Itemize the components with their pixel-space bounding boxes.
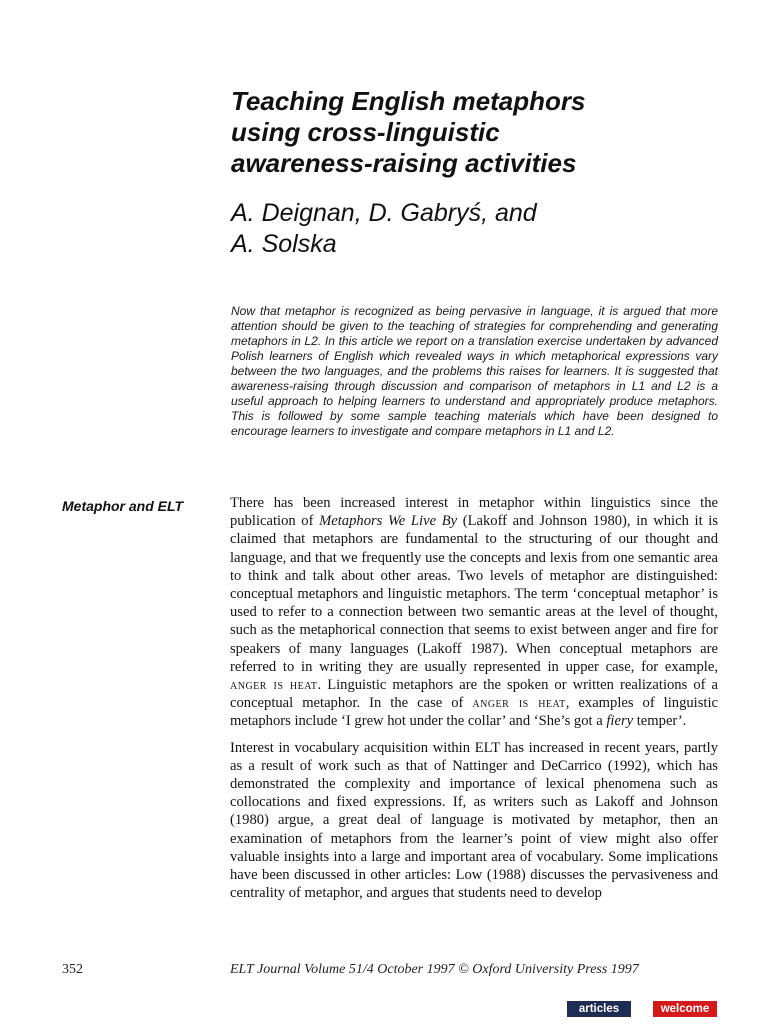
title-line-3: awareness-raising activities: [231, 148, 577, 178]
article-title: [231, 86, 731, 179]
text-run: . Linguistic metaphors are the spoken or written realizations of a conceptual metaphor. In the case of: [230, 677, 719, 712]
title-line-2: using cross-linguistic: [231, 117, 500, 147]
text-run: , examples of linguistic metaphors include ‘I grew hot under the collar’ and ‘She’s got a: [230, 695, 719, 730]
conceptual-metaphor-label: anger is heat: [472, 695, 566, 712]
journal-citation: ELT Journal Volume 51/4 October 1997 © Oxford University Press 1997: [230, 962, 639, 977]
article-abstract: Now that metaphor is recognized as being pervasive in language, it is argued that more attention should be given to the teaching of strategies for comprehending and generating metaphors in L2. In this article we report on a translation exercise undertaken by advanced Polish learners of English which revealed ways in which metaphorical expressions vary between the two languages, and the problems this raises for learners. It is suggested that awareness-raising through discussion and comparison of metaphors in L1 and L2 is a useful approach to helping learners to understand and appropriately produce metaphors. This is followed by some sample teaching materials which have been designed to encourage learners to investigate and compare metaphors in L1 and L2.: [231, 304, 718, 438]
book-title: Metaphors We Live By: [319, 513, 458, 530]
welcome-tag-button[interactable]: welcome: [653, 1001, 717, 1017]
articles-tag-button[interactable]: articles: [567, 1001, 631, 1017]
section-heading: Metaphor and ELT: [62, 498, 184, 514]
page-number: 352: [62, 962, 83, 977]
authors-line-2: A. Solska: [231, 230, 337, 258]
authors-line-1: A. Deignan, D. Gabryś, and: [231, 199, 537, 227]
text-run: (Lakoff and Johnson 1980), in which it is claimed that metaphors are fundamental to the structuring of our thought and language, and that we frequently use the concepts and lexis from one semantic area to think and talk about other areas. Two levels of metaphor are distinguished: conceptual metaphors and linguistic metaphors. The term ‘conceptual metaphor’ is used to refer to a connection between two semantic areas at the level of thought, such as the metaphorical connection that seems to exist between anger and fire for speakers of many languages (Lakoff 1987). When conceptual metaphors are referred to in writing they are usually represented in upper case, for example,: [230, 513, 718, 675]
article-authors: [231, 198, 731, 260]
text-run: There has been increased interest in metaphor within linguistics since the publication of: [230, 495, 718, 530]
section-body: [230, 494, 718, 910]
body-paragraph-1: [230, 494, 718, 731]
italic-word: fiery: [606, 713, 634, 730]
text-run: temper’.: [633, 713, 687, 730]
body-paragraph-2: Interest in vocabulary acquisition within ELT has increased in recent years, partly as a result of work such as that of Nattinger and DeCarrico (1992), which has demonstrated the complexity and importance of lexical phenomena such as collocations and fixed expressions. If, as writers such as Lakoff and Johnson (1980) argue, a great deal of language is motivated by metaphor, then an examination of metaphors from the learner’s point of view might also offer valuable insights into a large and important area of vocabulary. Some implications have been discussed in other articles: Low (1988) discusses the pervasiveness and centrality of metaphor, and argues that students need to develop: [230, 739, 718, 902]
title-line-1: Teaching English metaphors: [231, 86, 586, 116]
conceptual-metaphor-label: anger is heat: [230, 677, 318, 694]
